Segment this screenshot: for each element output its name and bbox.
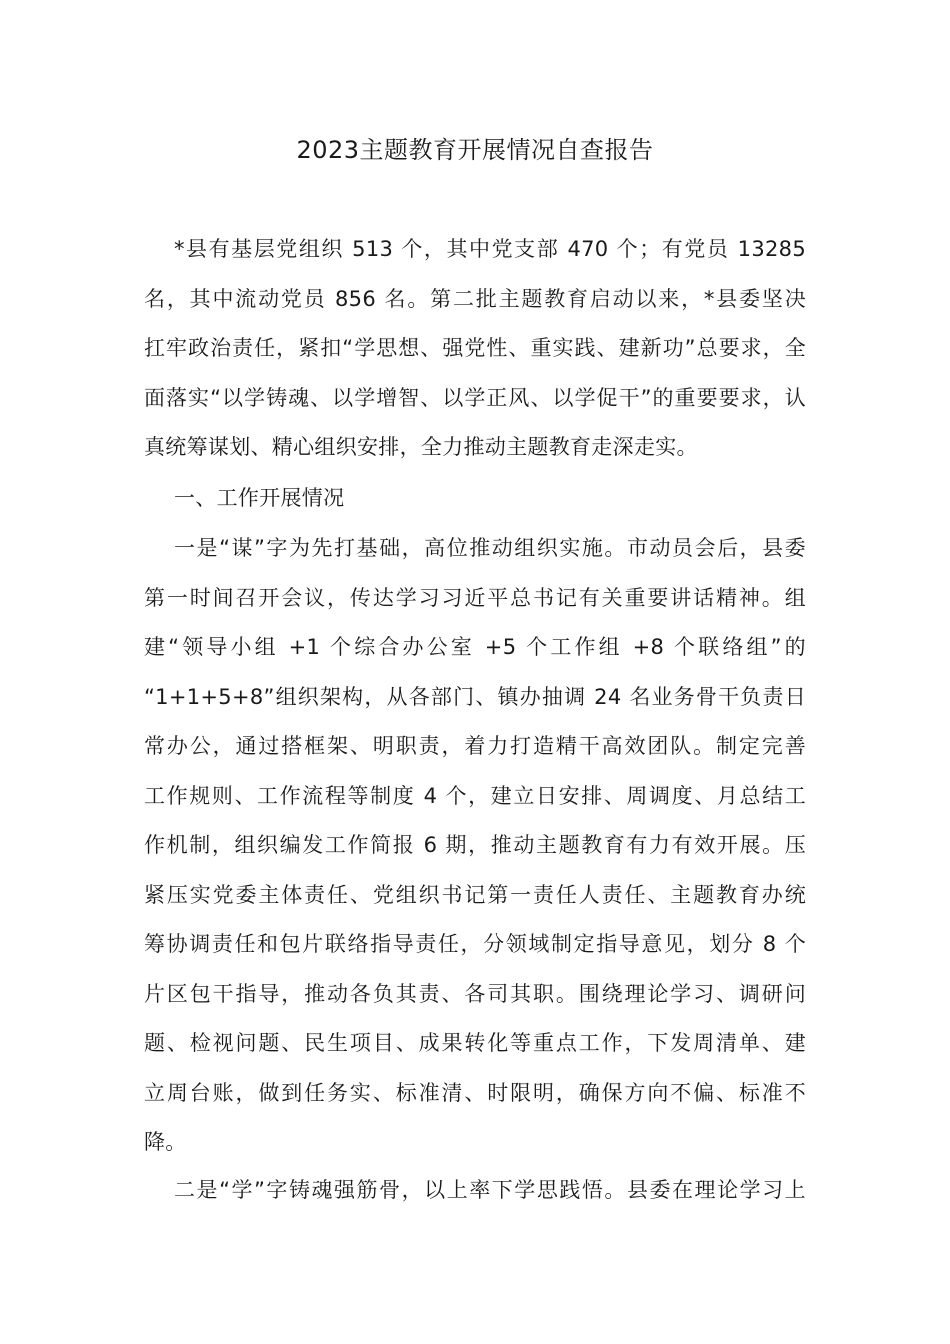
heading-text: 一、工作开展情况: [174, 486, 345, 510]
text-line: 降。: [144, 1130, 187, 1154]
section-heading: [144, 474, 806, 524]
paragraph-overview: [144, 225, 806, 473]
text-line: 紧压实党委主体责任、党组织书记第一责任人责任、主题教育办统: [144, 882, 806, 907]
text-line: 立周台账，做到任务实、标准清、时限明，确保方向不偏、标准不: [144, 1080, 806, 1105]
text-line: 工作规则、工作流程等制度 4 个，建立日安排、周调度、月总结工: [144, 783, 806, 808]
paragraph-study: [144, 1166, 806, 1216]
text-line: 二是“学”字铸魂强筋骨，以上率下学思践悟。县委在理论学习上: [174, 1178, 806, 1202]
text-line: 第一时间召开会议，传达学习习近平总书记有关重要讲话精神。组: [144, 585, 806, 610]
text-line: 建“领导小组 +1 个综合办公室 +5 个工作组 +8 个联络组”的: [144, 635, 806, 659]
text-line: 筹协调责任和包片联络指导责任，分领域制定指导意见，划分 8 个: [144, 932, 806, 956]
document-title: 2023主题教育开展情况自查报告: [296, 136, 654, 164]
text-line: 常办公，通过搭框架、明职责，着力打造精干高效团队。制定完善: [144, 734, 806, 758]
text-line: 扛牢政治责任，紧扣“学思想、强党性、重实践、建新功”总要求，全: [144, 336, 806, 360]
text-line: “1+1+5+8”组织架构，从各部门、镇办抽调 24 名业务骨干负责日: [144, 684, 806, 709]
text-line: 题、检视问题、民生项目、成果转化等重点工作，下发周清单、建: [144, 1031, 806, 1055]
text-line: 片区包干指导，推动各负其责、各司其职。围绕理论学习、调研问: [144, 981, 806, 1006]
text-line: 面落实“以学铸魂、以学增智、以学正风、以学促干”的重要要求，认: [144, 385, 806, 410]
paragraph-planning: [144, 524, 806, 1168]
text-line: *县有基层党组织 513 个，其中党支部 470 个；有党员 13285: [174, 237, 806, 261]
text-line: 真统筹谋划、精心组织安排，全力推动主题教育走深走实。: [144, 435, 698, 459]
text-line: 名，其中流动党员 856 名。第二批主题教育启动以来，*县委坚决: [144, 286, 806, 311]
text-line: 一是“谋”字为先打基础，高位推动组织实施。市动员会后，县委: [174, 536, 806, 560]
text-line: 作机制，组织编发工作简报 6 期，推动主题教育有力有效开展。压: [144, 833, 806, 857]
